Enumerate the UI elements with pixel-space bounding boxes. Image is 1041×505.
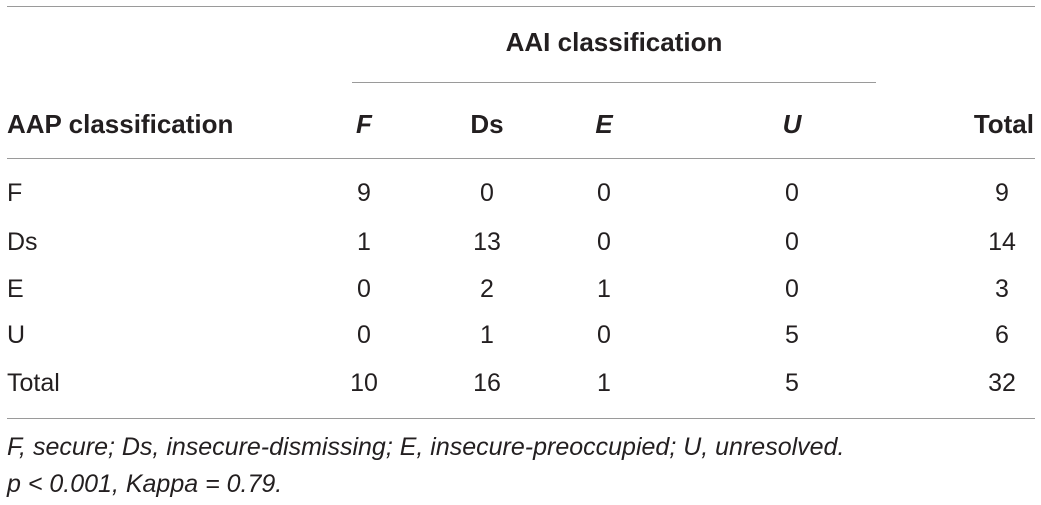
table-cell: 1 — [597, 369, 611, 397]
table-cell: 5 — [785, 321, 799, 349]
table-cell: 9 — [995, 179, 1009, 207]
table-cell: 1 — [357, 228, 371, 256]
top-rule — [7, 6, 1035, 7]
table-cell: 0 — [597, 321, 611, 349]
table-cell: 5 — [785, 369, 799, 397]
table-cell: 10 — [350, 369, 378, 397]
table-cell: 14 — [988, 228, 1016, 256]
header-bottom-rule — [7, 158, 1035, 159]
table-cell: 9 — [357, 179, 371, 207]
column-header-u: U — [782, 109, 802, 139]
table-cell: 0 — [357, 275, 371, 303]
row-label: Total — [7, 369, 60, 397]
column-header-f: F — [356, 109, 372, 139]
column-header-e: E — [595, 109, 613, 139]
table-cell: 13 — [473, 228, 501, 256]
table-cell: 0 — [597, 228, 611, 256]
row-header: AAP classification — [7, 109, 234, 139]
row-label: U — [7, 321, 26, 349]
table-cell: 0 — [785, 275, 799, 303]
table-cell: 2 — [480, 275, 494, 303]
table-cell: 6 — [995, 321, 1009, 349]
table-cell: 16 — [473, 369, 501, 397]
table-cell: 0 — [597, 179, 611, 207]
table-cell: 3 — [995, 275, 1009, 303]
row-label: Ds — [7, 228, 38, 256]
table-cell: 1 — [480, 321, 494, 349]
table-cell: 0 — [785, 179, 799, 207]
footnote-abbreviations: F, secure; Ds, insecure-dismissing; E, insecure-preoccupied; U, unresolved. — [7, 433, 845, 461]
table-cell: 0 — [357, 321, 371, 349]
row-label: F — [7, 179, 23, 207]
column-header-total: Total — [973, 109, 1034, 139]
table-cell: 0 — [480, 179, 494, 207]
table-bottom-rule — [7, 418, 1035, 419]
group-header-rule — [352, 82, 876, 83]
row-label: E — [7, 275, 24, 303]
footnote-statistics: p < 0.001, Kappa = 0.79. — [7, 470, 283, 498]
column-header-ds: Ds — [470, 109, 504, 139]
table-cell: 0 — [785, 228, 799, 256]
table-cell: 1 — [597, 275, 611, 303]
group-header: AAI classification — [505, 27, 723, 57]
table-cell: 32 — [988, 369, 1016, 397]
